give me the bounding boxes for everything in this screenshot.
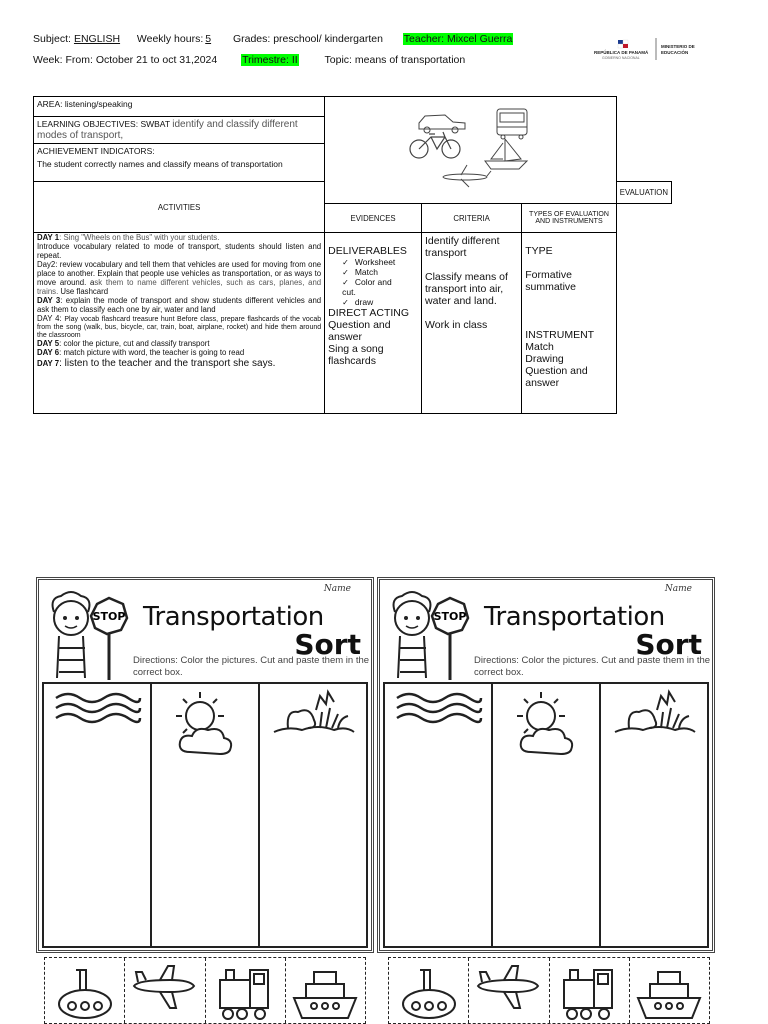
criteria-2: Classify means of transport into air, water and land.: [425, 271, 508, 307]
achievement-cell: [34, 144, 325, 182]
train-icon: [556, 962, 622, 1022]
criteria-1: Identify different transport: [425, 235, 500, 259]
child-stop-sign-icon: [41, 588, 137, 682]
day4-label: DAY 4:: [37, 313, 65, 323]
ministry-logo: [590, 34, 704, 66]
type-values: Formative summative: [525, 269, 576, 293]
land-column: [601, 684, 707, 946]
day6-text: : match picture with word, the teacher is going to read: [59, 347, 245, 357]
boat-icon: [485, 139, 527, 169]
trimester-text: Trimestre: II: [242, 54, 298, 66]
sort-columns: [42, 682, 368, 948]
activities-header: ACTIVITIES: [34, 182, 325, 233]
day4-text: Play vocab flashcard treasure hunt Before class, prepare flashcards of the vocab from the song (walk, bus, bicycle, car, train, boat, airplane, rocket) and hide them around the classroom: [37, 315, 322, 339]
cutout-strip-right: [388, 957, 710, 1024]
ship-icon: [634, 962, 704, 1022]
evidence-item: ✓ Color and cut.: [342, 277, 406, 297]
type-label: TYPE: [525, 245, 553, 257]
topic-text: Topic: means of transportation: [324, 54, 466, 66]
day1-label: DAY 1: [37, 233, 60, 242]
day7-text: : listen to the teacher and the transport she says.: [59, 357, 276, 369]
deliverables-label: DELIVERABLES: [328, 245, 407, 257]
worksheet-sort: Sort: [635, 628, 702, 661]
worksheet-title: Transportation: [484, 602, 665, 632]
logo-republic: REPÚBLICA DE PANAMÁ: [594, 50, 649, 55]
airplane-icon: [474, 962, 544, 1012]
cutout-cell: [45, 958, 125, 1023]
sing-text: Sing a song flashcards: [328, 343, 384, 367]
evaluation-header: EVALUATION: [616, 182, 671, 204]
objectives-label: LEARNING OBJECTIVES: SWBAT: [37, 119, 173, 129]
objectives-text: identify and classify different modes of transport,: [37, 119, 298, 141]
child-stop-sign-icon: [382, 588, 478, 682]
evidences-header: EVIDENCES: [325, 204, 422, 233]
day7-label: DAY 7: [37, 358, 60, 368]
day2-text-b: sk them to name different vehicles, such as cars, planes, and trains.: [37, 277, 322, 296]
name-label: Name: [323, 584, 351, 594]
day5-label: DAY 5: [37, 338, 60, 348]
cutout-strip-left: [44, 957, 366, 1024]
cutout-cell: [630, 958, 709, 1023]
day2-text-c: Use flashcard: [58, 286, 109, 296]
logo-gov: GOBIERNO NACIONAL: [602, 56, 640, 60]
water-icon: [52, 688, 142, 728]
bicycle-icon: [410, 132, 460, 158]
worksheet-sort: Sort: [294, 628, 361, 661]
ship-icon: [290, 962, 360, 1022]
sun-cloud-icon: [160, 688, 250, 758]
worksheet-left: [36, 577, 374, 953]
evidence-item: ✓ Match: [342, 267, 418, 277]
worksheet-directions: Directions: Color the pictures. Cut and paste them in the correct box.: [474, 655, 711, 679]
name-label: Name: [664, 584, 692, 594]
evidences-cell: [325, 233, 422, 414]
subject-label: Subject:: [33, 33, 71, 45]
cutout-cell: [206, 958, 286, 1023]
water-icon: [393, 688, 483, 728]
car-icon: [419, 115, 465, 133]
lesson-plan-table: [33, 96, 672, 414]
cutout-cell: [125, 958, 205, 1023]
svg-text:STOP: STOP: [92, 610, 126, 623]
cutout-cell: [550, 958, 630, 1023]
water-column: [385, 684, 493, 946]
airplane-icon: [443, 165, 491, 187]
evidence-item: ✓ Worksheet: [342, 257, 418, 267]
day3-label: DAY 3: [37, 295, 61, 305]
airplane-icon: [130, 962, 200, 1012]
instrument-item: Drawing: [525, 353, 564, 365]
air-column: [493, 684, 601, 946]
transport-image-cell: [325, 97, 617, 204]
train-icon: [212, 962, 278, 1022]
day2-text-a: Day2: review vocabulary and tell them that vehicles are used for moving from one place to another. Explain that people use vehicles as transportation, or as ways to move around. a: [37, 259, 322, 287]
week-text: Week: From: October 21 to oct 31,2024: [33, 54, 218, 66]
criteria-cell: [422, 233, 522, 414]
submarine-icon: [396, 962, 462, 1022]
teacher-text: Teacher: Mixcel Guerra: [403, 33, 513, 45]
sort-columns: [383, 682, 709, 948]
day6-label: DAY 6: [37, 347, 60, 357]
svg-text:STOP: STOP: [433, 610, 467, 623]
air-column: [152, 684, 260, 946]
instrument-label: INSTRUMENT: [525, 329, 595, 341]
day1-more: Introduce vocabulary related to mode of transport, students should listen and repeat.: [37, 241, 322, 260]
criteria-header: CRITERIA: [422, 204, 522, 233]
bus-icon: [497, 109, 527, 139]
land-column: [260, 684, 366, 946]
land-icon: [268, 688, 358, 738]
area-text: AREA: listening/speaking: [37, 99, 133, 109]
worksheet-right: [377, 577, 715, 953]
grades-text: Grades: preschool/ kindergarten: [232, 33, 383, 45]
qa-text: Question and answer: [328, 319, 391, 343]
types-header: TYPES OF EVALUATION AND INSTRUMENTS: [522, 204, 617, 233]
sun-cloud-icon: [501, 688, 591, 758]
water-column: [44, 684, 152, 946]
evidence-list: [328, 257, 418, 307]
direct-acting-label: DIRECT ACTING: [328, 307, 410, 319]
criteria-3: Work in class: [425, 319, 488, 331]
hours-label: Weekly hours:: [136, 33, 204, 45]
submarine-icon: [52, 962, 118, 1022]
cutout-cell: [286, 958, 365, 1023]
logo-ministry-1: MINISTERIO DE: [661, 44, 695, 49]
worksheet-title: Transportation: [143, 602, 324, 632]
land-icon: [609, 688, 699, 738]
types-cell: [522, 233, 617, 414]
day1-text: : Sing "Wheels on the Bus" with your students.: [59, 233, 220, 242]
activities-cell: [34, 233, 325, 414]
worksheet-directions: Directions: Color the pictures. Cut and paste them in the correct box.: [133, 655, 370, 679]
transport-clipart: [405, 107, 535, 191]
day3-text: : explain the mode of transport and show students different vehicles and ask them to classify each one by air, water and land: [37, 295, 322, 314]
subject-value: ENGLISH: [73, 33, 121, 45]
objectives-cell: [34, 117, 325, 144]
cutout-cell: [389, 958, 469, 1023]
day5-text: : color the picture, cut and classify transport: [59, 338, 210, 348]
achievement-text: The student correctly names and classify means of transportation: [37, 159, 283, 169]
header-line-1: [33, 33, 513, 45]
area-cell: [34, 97, 325, 117]
hours-value: 5: [205, 33, 212, 45]
achievement-label: ACHIEVEMENT INDICATORS:: [37, 146, 155, 156]
instrument-item: Question and answer: [525, 365, 588, 389]
instrument-item: Match: [525, 341, 554, 353]
header-line-2: [33, 54, 465, 66]
logo-ministry-2: EDUCACIÓN: [661, 50, 689, 55]
evidence-item: ✓ draw: [342, 297, 418, 307]
cutout-cell: [469, 958, 549, 1023]
